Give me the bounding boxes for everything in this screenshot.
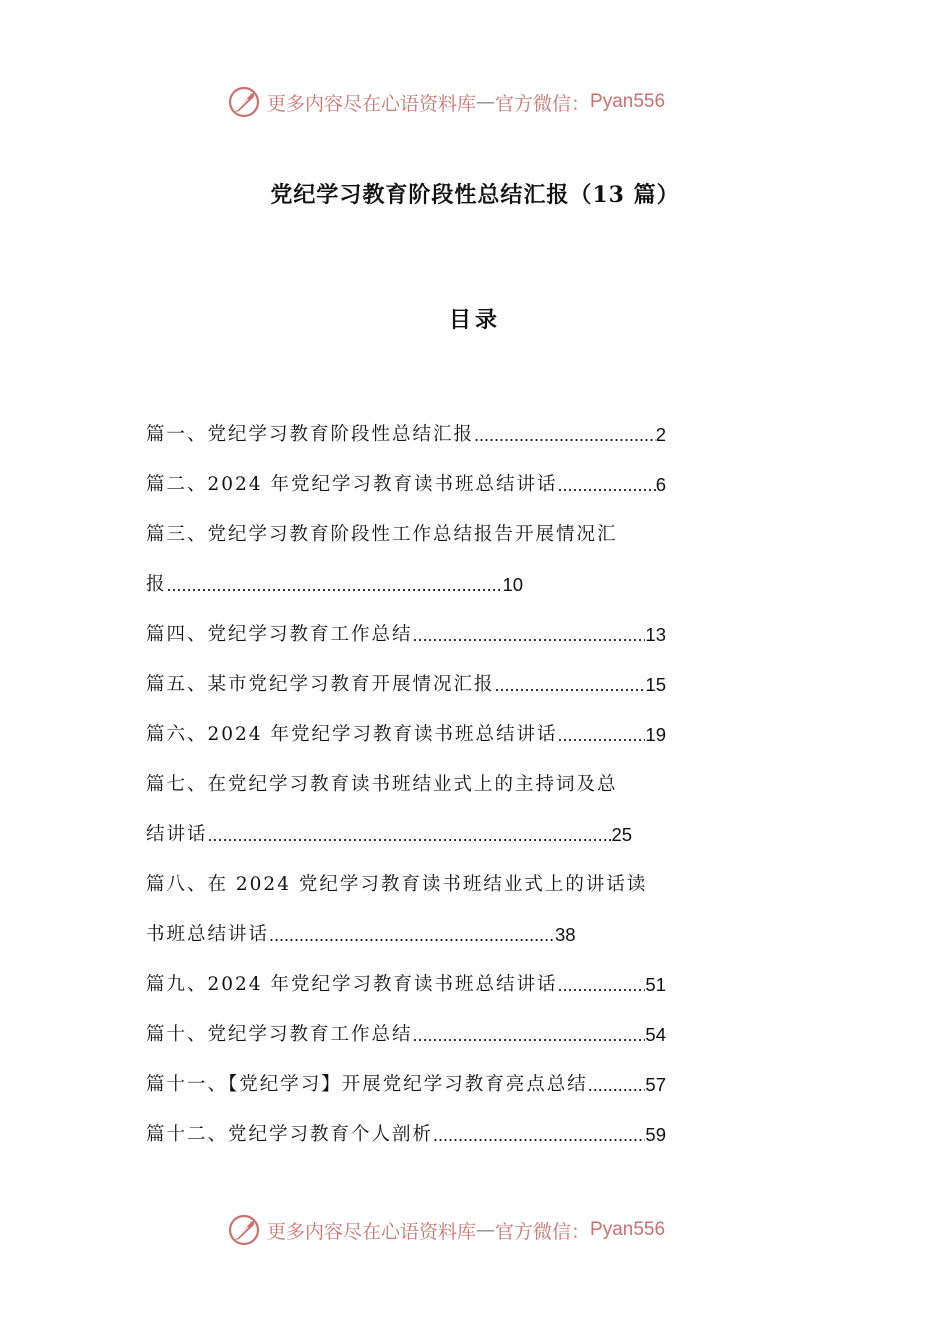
toc-entry-label: 篇五、某市党纪学习教育开展情况汇报	[146, 674, 495, 695]
watermark-suffix: 官方微信：	[495, 92, 591, 115]
toc-entry-label: 篇十一、【党纪学习】开展党纪学习教育亮点总结	[146, 1074, 588, 1095]
quill-logo-icon	[227, 1213, 261, 1247]
toc-entry-label: 篇四、党纪学习教育工作总结	[146, 624, 413, 645]
toc-entry-label-continued: 书班总结讲话	[146, 924, 270, 945]
toc-entry[interactable]	[146, 860, 666, 910]
watermark-text: 更多内容尽在心语资料库	[267, 92, 477, 115]
toc-entry-label: 篇九、2024 年党纪学习教育读书班总结讲话	[146, 974, 558, 995]
toc-entry-continuation[interactable]	[146, 810, 666, 860]
watermark-handle: Pyan556	[590, 1219, 666, 1240]
toc-entry-page: 2	[655, 424, 666, 445]
toc-leader-dots	[433, 1110, 645, 1160]
toc-leader-dots	[208, 810, 612, 860]
toc-entry-label: 篇一、党纪学习教育阶段性总结汇报	[146, 424, 475, 445]
toc-entry-label: 篇六、2024 年党纪学习教育读书班总结讲话	[146, 724, 558, 745]
toc-leader-dots	[495, 660, 646, 710]
toc-entry-page: 19	[645, 724, 666, 745]
toc-leader-dots	[557, 710, 645, 760]
toc-entry-continuation[interactable]	[146, 560, 666, 610]
toc-leader-dots	[167, 560, 503, 610]
toc-entry[interactable]	[146, 1060, 666, 1110]
watermark-text: 更多内容尽在心语资料库	[267, 1220, 477, 1243]
toc-leader-dots	[588, 1060, 646, 1110]
watermark-handle: Pyan556	[590, 91, 666, 112]
toc-entry-page: 6	[655, 474, 666, 495]
toc-entry[interactable]	[146, 610, 666, 660]
watermark-banner-bottom	[227, 1212, 665, 1248]
document-title: 党纪学习教育阶段性总结汇报（13 篇）	[270, 182, 680, 208]
toc-leader-dots	[557, 460, 655, 510]
watermark-dash: —	[476, 91, 496, 113]
toc-entry[interactable]	[146, 510, 666, 560]
toc-leader-dots	[413, 610, 646, 660]
toc-entry[interactable]	[146, 410, 666, 460]
toc-leader-dots	[269, 910, 555, 960]
toc-entry[interactable]	[146, 1110, 666, 1160]
toc-entry[interactable]	[146, 660, 666, 710]
toc-entry-label: 篇二、2024 年党纪学习教育读书班总结讲话	[146, 474, 558, 495]
toc-entry-continuation[interactable]	[146, 910, 666, 960]
toc-entry-page: 59	[645, 1124, 666, 1145]
toc-entry[interactable]	[146, 1010, 666, 1060]
toc-entry-page: 57	[645, 1074, 666, 1095]
toc-entry-page: 10	[502, 574, 524, 595]
watermark-dash: —	[476, 1219, 496, 1241]
toc-entry[interactable]	[146, 710, 666, 760]
toc-entry-page: 54	[645, 1024, 666, 1045]
toc-entry-label-continued: 报	[146, 574, 167, 595]
toc-entry-label: 篇三、党纪学习教育阶段性工作总结报告开展情况汇	[146, 524, 618, 545]
toc-entry-page: 25	[611, 824, 633, 845]
toc-entry-label-continued: 结讲话	[146, 824, 208, 845]
toc-leader-dots	[474, 410, 656, 460]
toc-entry[interactable]	[146, 460, 666, 510]
toc-leader-dots	[557, 960, 645, 1010]
toc-entry-label: 篇七、在党纪学习教育读书班结业式上的主持词及总	[146, 774, 618, 795]
toc-entry-page: 51	[645, 974, 666, 995]
table-of-contents	[146, 410, 666, 1160]
toc-entry-page: 15	[645, 674, 666, 695]
toc-entry-label: 篇八、在 2024 党纪学习教育读书班结业式上的讲话读	[146, 874, 648, 895]
toc-heading: 目录	[448, 307, 501, 333]
toc-entry-label: 篇十二、党纪学习教育个人剖析	[146, 1124, 434, 1145]
toc-entry[interactable]	[146, 760, 666, 810]
toc-entry-label: 篇十、党纪学习教育工作总结	[146, 1024, 413, 1045]
toc-entry-page: 38	[555, 924, 576, 945]
toc-leader-dots	[413, 1010, 646, 1060]
toc-entry[interactable]	[146, 960, 666, 1010]
quill-logo-icon	[227, 85, 261, 119]
watermark-suffix: 官方微信：	[495, 1220, 591, 1243]
toc-entry-page: 13	[645, 624, 666, 645]
watermark-banner-top	[227, 84, 665, 120]
